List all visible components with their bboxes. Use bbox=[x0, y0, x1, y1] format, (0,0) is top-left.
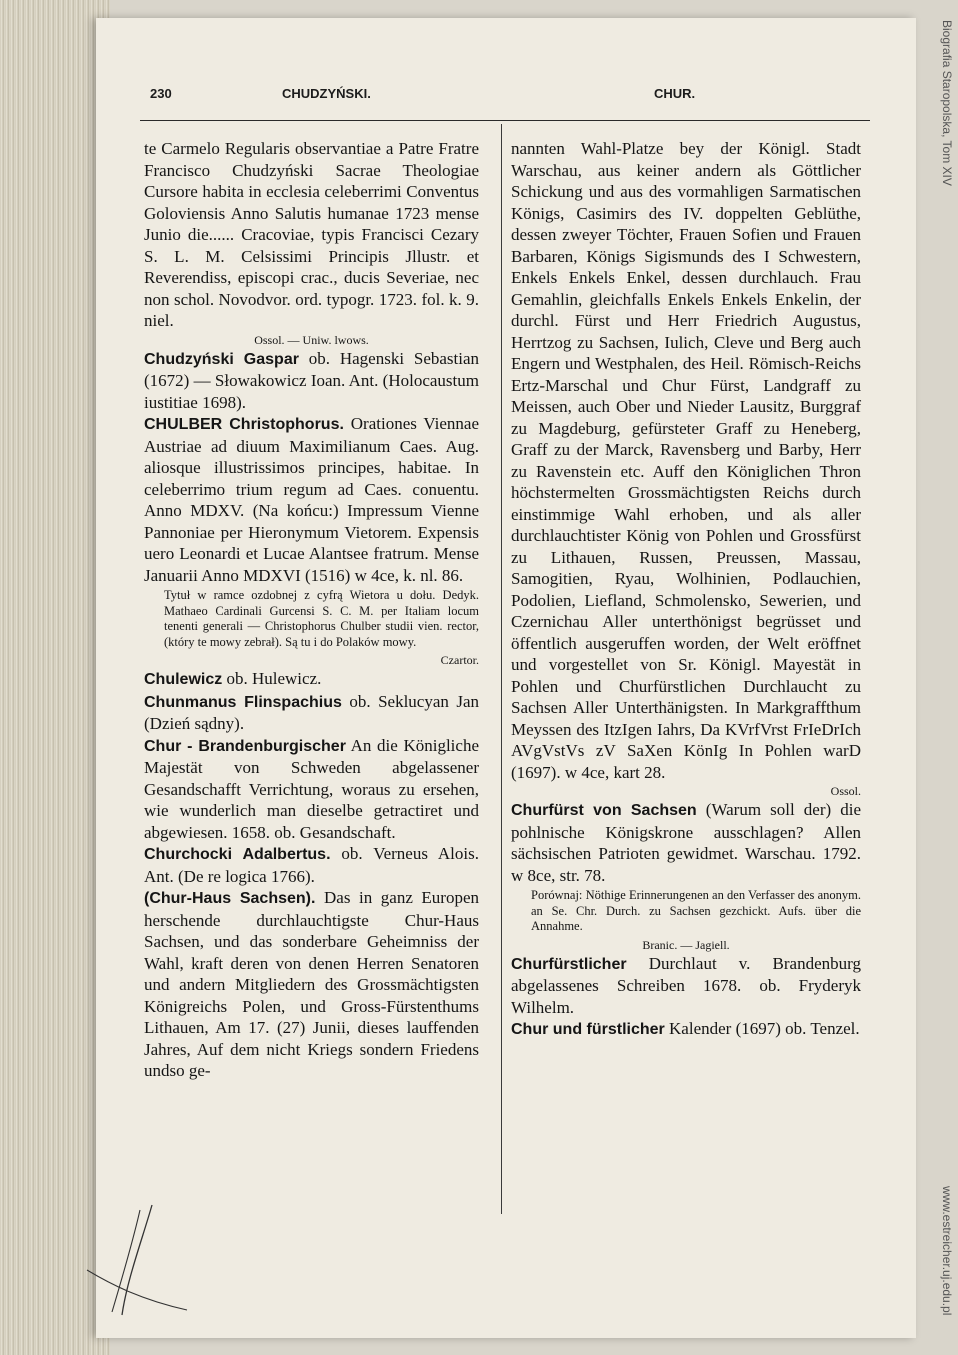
handwritten-mark bbox=[82, 1200, 192, 1320]
entry-text: ob. Verneus Alois. Ant. (De re logica 1766). bbox=[144, 844, 479, 886]
entry-headword: Chunmanus Flinspachius bbox=[144, 693, 342, 711]
entry-headword: (Chur-Haus Sachsen). bbox=[144, 890, 316, 907]
location-citation: Czartor. bbox=[440, 653, 479, 667]
entry-text: ob. Hagenski Sebastian (1672) — Słowakowicz Ioan. Ant. (Holocaustum iustitiae 1698). bbox=[144, 348, 480, 412]
entry-chur-brandenburgischer bbox=[144, 735, 479, 844]
running-header bbox=[150, 86, 870, 110]
entry-text: Das in ganz Europen herschende durchlauchtigste Chur-Haus Sachsen, und das sonderbare Geheimniss der Wahl, kraft deren von denen Herren Senatoren und andern Mitgliedern des Grossmächtigsten Königreichs Polen, und Gross-Fürstenthums Lithauen, Am 17. (27) Junii, dieses lauffenden Jahres, Auf dem nicht Kriegs sondern Friedens undso ge- bbox=[144, 888, 480, 1080]
entry-text: ob. Seklucyan Jan (Dzień sądny). bbox=[144, 691, 480, 733]
page-number: 230 bbox=[150, 86, 172, 101]
entry-chur-haus-sachsen bbox=[144, 887, 479, 1082]
location-citation: Branic. — Jagiell. bbox=[642, 937, 730, 952]
entry-text: ob. Hulewicz. bbox=[222, 669, 322, 688]
entry-chulber bbox=[144, 413, 479, 586]
book-page-edges bbox=[0, 0, 110, 1355]
entry-headword: Chulewicz bbox=[144, 671, 223, 688]
entry-headword: Churfürstlicher bbox=[511, 955, 627, 973]
header-rule bbox=[140, 120, 870, 121]
entry-headword: Chur und fürstlicher bbox=[511, 1021, 665, 1038]
left-column bbox=[144, 138, 479, 1082]
entry-chulewicz bbox=[144, 668, 479, 691]
entry-note: Porównaj: Nöthige Erinnerungenen an den Verfasser des anonym. an Se. Chr. Durch. zu Sachsen gezchickt. Aufs. über die Annahme. bbox=[531, 888, 861, 933]
column-divider bbox=[501, 124, 502, 1214]
entry-churfurstlicher bbox=[511, 953, 861, 1019]
continuation-paragraph: te Carmelo Regularis observantiae a Patre Fratre Francisco Chudzyński Sacrae Theologiae Cursore habita in ecclesia celeberrimi Conventus Goloviensis Anno Salutis humanae 1723 mense Junio die...... Cracoviae, typis Francisci Cezary S. L. M. Celsissimi Principis Jllustr. et Reverendiss, episcopi crac., ducis Severiae, nec non schol. Novodvor. ord. typogr. 1723. fol. k. 9. niel. bbox=[144, 139, 479, 330]
entry-headword: Churchocki Adalbertus. bbox=[144, 846, 331, 863]
entry-chur-und-furstlicher bbox=[511, 1018, 861, 1041]
entry-note: Tytuł w ramce ozdobnej z cyfrą Wietora u dołu. Dedyk. Mathaeo Cardinali Gurcensi S. C. M. per Italiam locum tenenti generali — Christophorus Chulber studii vien. rector, (który te mowy zebrał). Są tu i do Polaków mowy. bbox=[164, 588, 479, 649]
entry-headword: Churfürst von Sachsen bbox=[511, 802, 697, 819]
entry-text: Orationes Viennae Austriae ad diuum Maximilianum Caes. Aug. aliosque illustrissimos principes, habitae. In celeberrimo trium regum ad Caes. conuentu. Anno MDXV. (Na końcu:) Impressum Vienne Pannoniae per Hieronymum Vietorem. Expensis uero Leonardi et Lucae Alantsee fratrum. Mense Januarii Anno MDXVI (1516) w 4ce, k. nl. 86. bbox=[144, 414, 479, 585]
entry-chunmanus bbox=[144, 691, 479, 735]
entry-churfurst-von-sachsen bbox=[511, 799, 861, 886]
entry-text: (Warum soll der) die pohlnische Königskrone ausschlagen? Allen sächsischen Patrioten gewidmet. Warschau. 1792. w 8ce, str. 78. bbox=[511, 800, 861, 885]
entry-text: Kalender (1697) ob. Tenzel. bbox=[664, 1019, 860, 1038]
continuation-paragraph: nannten Wahl-Platze bey der Königl. Stadt Warschau, aus keiner andern als Göttlicher Schickung und aus des vormahligen Sarmatischen Königs, Casimirs des IV. doppelten Geblüthe, dessen zweyer Töchter, Frauen Sofien und Frauen Barbaren, Königs Sigismunds des I Schwestern, Enkels Enkels Enkel, dessen durchlauch. Frau Gemahlin, gleichfalls Enkels Enkels Enkelin, der durchl. Fürst und Herr Friedrich Augustus, Herrtzog zu Sachsen, Iulich, Cleve und Berg auch Engern und Westphalen, des Heil. Römisch-Reichs Ertz-Marschal und Chur Fürst, Landgraff zu Meissen, auch Ober und Nieder Lausitz, Burggraf zu Magdeburg, gefürsteter Graff zu Heneberg, Graff zu der Marck, Ravensberg und Barby, Herr zu Ravenstein etc. Auff den Königlichen Thron höchstermelten Grossmächtigsten Reichs durch einstimmige Wahl erhoben, und als aller durchlauchtister König von Pohlen und Grossfürst zu Lithauen, Russen, Preussen, Massau, Samogitien, Ryau, Wolhinien, Podlauchien, Podolien, Liefland, Schmolensko, Sewerien, und Czernichau Aller unterthönigst begrüsset und öffentlich ausgeruffen worden, der Welt eröffnet und vorgestellet von Sr. Königl. Mayestät in Pohlen und Churfürstlichen Durchlaucht zu Sachsen Aller Unterthänigsten. In Markgraffthum Meyssen des ItzIgen Iahrs, Da KVrfVrst FrIeDrIch AVgVstVs zV SaXen KönIg In Pohlen warD (1697). w 4ce, kart 28. bbox=[511, 139, 861, 782]
entry-headword: Chudzyński Gaspar bbox=[144, 350, 299, 368]
entry-text: Durchlaut v. Brandenburg abgelassenes Schreiben 1678. ob. Fryderyk Wilhelm. bbox=[511, 953, 861, 1017]
right-running-head: CHUR. bbox=[654, 86, 696, 101]
location-citation: Ossol. bbox=[830, 784, 861, 798]
website-label: www.estreicher.uj.edu.pl bbox=[940, 1185, 954, 1315]
left-running-head: CHUDZYŃSKI. bbox=[282, 86, 371, 101]
entry-text: An die Königliche Majestät von Schweden abgelassener Gesandschafft Verrichtung, woraus zu ersehen, wie wunderlich man dieselbe getractiret und abgewiesen. 1658. ob. Gesandschaft. bbox=[144, 735, 479, 842]
entry-headword: CHULBER Christophorus. bbox=[144, 416, 344, 433]
right-column bbox=[511, 138, 861, 1041]
entry-chudzynski-gaspar bbox=[144, 348, 479, 414]
location-citation: Ossol. — Uniw. lwows. bbox=[254, 332, 369, 347]
entry-headword: Chur - Brandenburgischer bbox=[144, 737, 346, 755]
entry-churchocki bbox=[144, 843, 479, 887]
collection-label: Biografia Staropolska, Tom XIV bbox=[940, 20, 954, 186]
